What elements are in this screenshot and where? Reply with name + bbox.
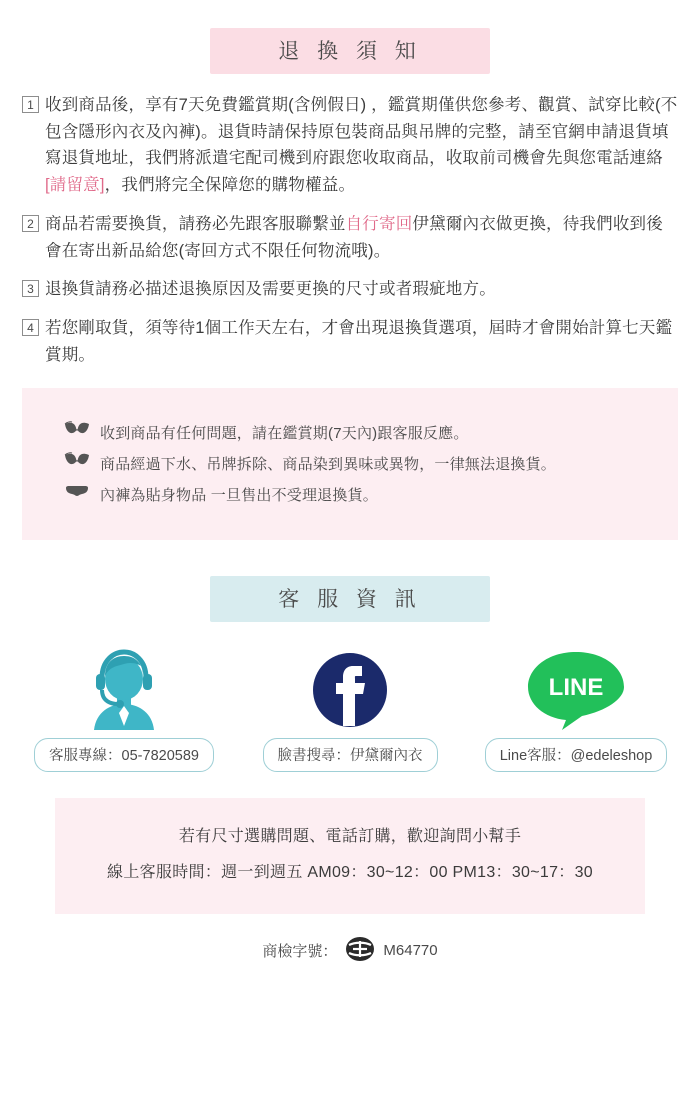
bsmi-mark-icon: [345, 936, 375, 966]
panty-icon: [64, 483, 90, 505]
service-contact-line: [470, 644, 682, 772]
service-hours-line1: 若有尺寸選購問題、電話訂購，歡迎詢問小幫手: [178, 828, 522, 846]
bra-icon: [64, 452, 90, 474]
list-item-number: 4: [22, 319, 39, 336]
returns-notes-list: [22, 92, 678, 368]
list-item-text: [45, 211, 678, 264]
list-item: [22, 92, 678, 199]
service-contact-facebook: [244, 644, 456, 772]
service-facebook-label[interactable]: 臉書搜尋：伊黛爾內衣: [263, 738, 438, 772]
facebook-icon: [310, 644, 390, 730]
note-text-before: 商品若需要換貨，請務必先跟客服聯繫並: [45, 214, 346, 233]
list-item-number: 1: [22, 96, 39, 113]
list-item: [22, 211, 678, 264]
reminder-item: [22, 421, 678, 443]
list-item-number: 2: [22, 215, 39, 232]
reminder-text: 商品經過下水、吊牌拆除、商品染到異味或異物，一律無法退換貨。: [100, 455, 557, 473]
reminder-item: [22, 452, 678, 474]
list-item: [22, 276, 678, 303]
list-item: [22, 315, 678, 368]
list-item-text: [45, 276, 496, 303]
service-contact-phone: [18, 644, 230, 772]
note-text-after: 伊黛爾內衣做更換，待我們收到後會在寄出新品給您(寄回方式不限任何物流哦)。: [45, 214, 663, 260]
certification-footer: [0, 936, 700, 966]
service-hours-panel: [55, 798, 645, 913]
note-text-before: 若您剛取貨，須等待1個工作天左右，才會出現退換貨選項，屆時才會開始計算七天鑑賞期。: [45, 319, 673, 364]
service-hours-line2: 線上客服時間：週一到週五 AM09：30~12：00 PM13：30~17：30: [107, 864, 593, 882]
list-item-text: [45, 315, 678, 368]
certification-code: M64770: [383, 942, 438, 960]
service-phone-label[interactable]: 客服專線：05-7820589: [34, 738, 214, 772]
certification-label: 商檢字號：: [262, 943, 338, 961]
note-text-after: ，我們將完全保障您的購物權益。: [104, 176, 356, 195]
list-item-text: [45, 92, 678, 199]
headset-operator-icon: [78, 644, 170, 730]
note-text-before: 退換貨請務必描述退換原因及需要更換的尺寸或者瑕疵地方。: [45, 280, 496, 299]
returns-heading-wrap: [0, 28, 700, 74]
reminder-panel: [22, 388, 678, 540]
reminder-text: 內褲為貼身物品 一旦售出不受理退換貨。: [100, 486, 378, 504]
page-root: [0, 28, 700, 1100]
returns-heading: 退 換 須 知: [210, 28, 490, 74]
list-item-number: 3: [22, 280, 39, 297]
line-icon: [524, 644, 628, 730]
note-highlight: [請留意]: [45, 176, 105, 195]
reminder-item: [22, 483, 678, 505]
svg-text:LINE: LINE: [548, 674, 604, 702]
note-highlight: 自行寄回: [345, 214, 413, 233]
reminder-text: 收到商品有任何問題，請在鑑賞期(7天內)跟客服反應。: [100, 424, 469, 442]
bra-icon: [64, 421, 90, 443]
service-heading-wrap: [0, 576, 700, 622]
service-line-label[interactable]: Line客服：@edeleshop: [485, 738, 668, 772]
service-contacts-row: [18, 644, 682, 772]
service-heading: 客 服 資 訊: [210, 576, 490, 622]
note-text-before: 收到商品後，享有7天免費鑑賞期(含例假日) ，鑑賞期僅供您參考、觀賞、試穿比較(不包含隱形內衣及內褲)。退貨時請保持原包裝商品與吊牌的完整，請至官網申請退貨填寫退貨地址，我們將派遣宅配司機到府跟您收取商品，收取前司機會先與您電話連絡: [45, 96, 678, 168]
